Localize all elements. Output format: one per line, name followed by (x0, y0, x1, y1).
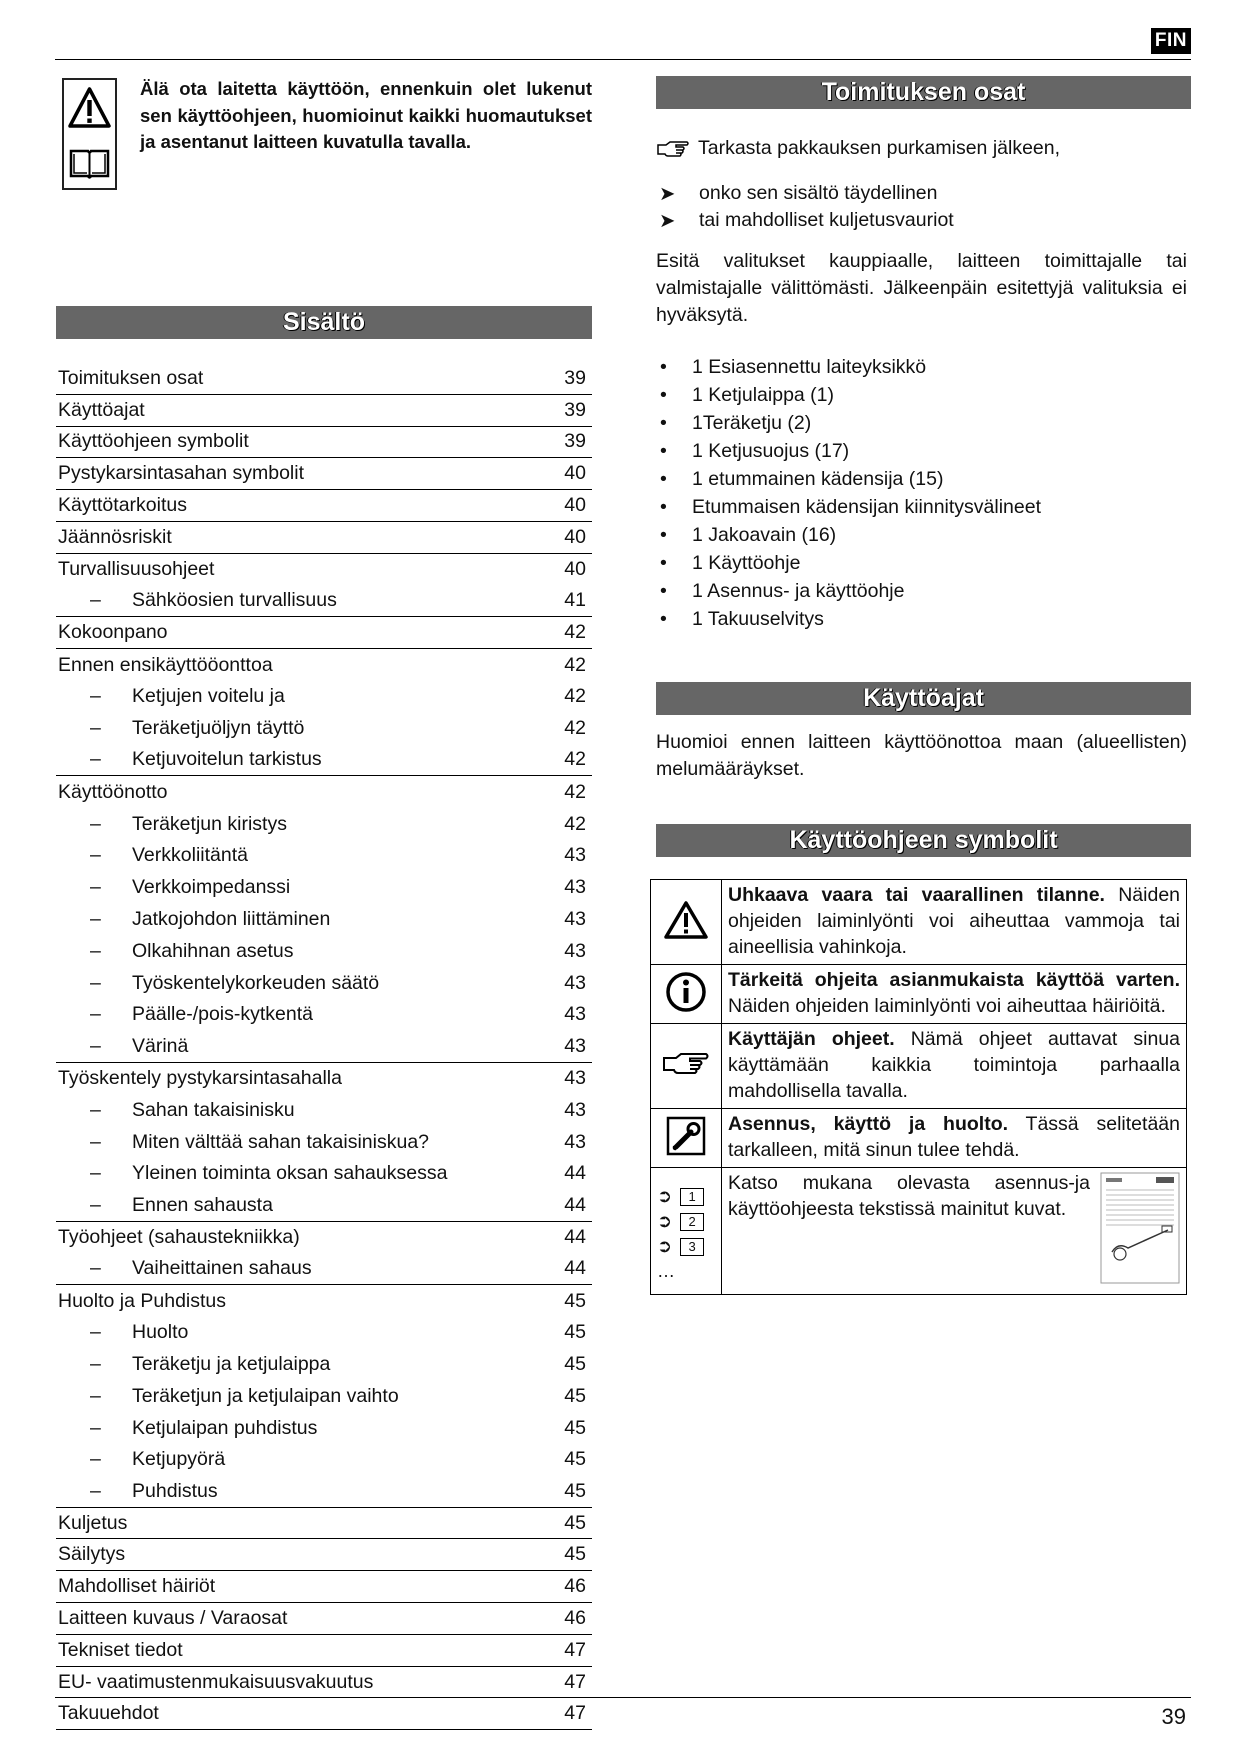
toc-dash: – (90, 1003, 101, 1026)
toc-item[interactable] (56, 1698, 592, 1730)
symbol-row (651, 1024, 1187, 1109)
toc-subitem[interactable] (56, 935, 592, 967)
symbols-title: Käyttöohjeen symbolit (656, 824, 1191, 857)
toc-dash: – (90, 1353, 101, 1376)
table-of-contents (56, 363, 592, 1730)
toc-item[interactable] (56, 649, 592, 681)
toc-dash: – (90, 717, 101, 740)
toc-item-page: 41 (564, 589, 586, 612)
toc-item-label: Työskentely pystykarsintasahalla (58, 1066, 342, 1089)
delivery-complaint-text: Esitä valitukset kauppiaalle, laitteen toimittajalle tai valmistajalle välittömästi. Jälkeenpäin esitettyjä valituksia ei hyväksytä. (656, 250, 1187, 326)
delivery-items (656, 353, 1191, 633)
toc-item-label: Sähköosien turvallisuus (132, 589, 337, 612)
toc-item-label: Takuuehdot (58, 1702, 159, 1725)
toc-dash: – (90, 939, 101, 962)
toc-subitem[interactable] (56, 1158, 592, 1190)
bullet-icon: • (660, 579, 667, 602)
toc-item-label: Huolto ja Puhdistus (58, 1289, 227, 1312)
toc-subitem[interactable] (56, 904, 592, 936)
toc-item-label: Työohjeet (sahaustekniikka) (58, 1225, 300, 1248)
toc-subitem[interactable] (56, 1253, 592, 1285)
toc-dash: – (90, 971, 101, 994)
toc-item[interactable] (56, 1635, 592, 1667)
symbol-description (722, 1024, 1187, 1109)
toc-item-label: Kuljetus (58, 1511, 128, 1534)
toc-subitem[interactable] (56, 1094, 592, 1126)
toc-item[interactable] (56, 1571, 592, 1603)
toc-item-label: Verkkoliitäntä (132, 844, 248, 867)
toc-item-page: 39 (564, 398, 586, 421)
toc-item-label: Olkahihnan asetus (132, 939, 294, 962)
toc-item-label: Työskentelykorkeuden säätö (132, 971, 380, 994)
toc-item-label: Teräketjun kiristys (132, 812, 287, 835)
toc-item-page: 39 (564, 366, 586, 389)
check-item-text: onko sen sisältö täydellinen (699, 182, 938, 204)
toc-item-page: 43 (564, 1066, 586, 1089)
toc-item[interactable] (56, 522, 592, 554)
symbol-text: Nämä ohjeet auttavat sinua käyttämään kaikkia toimintoja parhaalla mahdollisella tavalla. (728, 1028, 1180, 1102)
delivery-item-text: 1Teräketju (2) (692, 411, 812, 434)
symbol-text: Tässä selitetään tarkalleen, mitä sinun tulee tehdä. (728, 1113, 1180, 1161)
toc-item[interactable] (56, 363, 592, 395)
toc-subitem[interactable] (56, 808, 592, 840)
toc-subitem[interactable] (56, 1126, 592, 1158)
delivery-item-text: 1 Takuuselvitys (692, 607, 824, 630)
toc-item-label: Käyttöajat (58, 398, 145, 421)
toc-item-page: 39 (564, 430, 586, 453)
delivery-item (656, 437, 1191, 465)
symbol-description (722, 965, 1187, 1024)
toc-dash: – (90, 1384, 101, 1407)
toc-item-label: Ketjupyörä (132, 1448, 226, 1471)
manual-book-icon (68, 146, 111, 182)
warning-icons-frame (62, 78, 117, 190)
toc-title: Sisältö (56, 306, 592, 339)
toc-item-page: 42 (564, 717, 586, 740)
bullet-icon: • (660, 467, 667, 490)
toc-item-page: 40 (564, 462, 586, 485)
delivery-title: Toimituksen osat (656, 76, 1191, 109)
bullet-icon: • (660, 523, 667, 546)
delivery-item-text: 1 Käyttöohje (692, 551, 801, 574)
usage-times-title: Käyttöajat (656, 682, 1191, 715)
toc-item-page: 43 (564, 971, 586, 994)
toc-item-page: 40 (564, 558, 586, 581)
toc-item-page: 45 (564, 1479, 586, 1502)
right-column (656, 76, 1191, 1295)
delivery-item-text: 1 Jakoavain (16) (692, 523, 837, 546)
toc-dash: – (90, 844, 101, 867)
toc-item-label: Teräketjuöljyn täyttö (132, 717, 305, 740)
toc-subitem[interactable] (56, 967, 592, 999)
pointing-hand-icon (662, 1065, 710, 1082)
toc-item-label: Ennen ensikäyttööonttoa (58, 653, 273, 676)
toc-item-page: 42 (564, 748, 586, 771)
figure-ref-text-cell (722, 1168, 1187, 1295)
warning-text: Älä ota laitetta käyttöön, ennenkuin olet lukenut sen käyttöohjeen, huomioinut kaikki huomautukset ja asentanut laitteen kuvatulla tavalla. (140, 78, 592, 152)
figure-ref-icons (651, 1168, 722, 1295)
arrow-ref-icon: ➲ (657, 1186, 673, 1206)
toc-dash: – (90, 812, 101, 835)
toc-subitem[interactable] (56, 1190, 592, 1222)
delivery-item (656, 409, 1191, 437)
delivery-checks (656, 180, 1191, 234)
toc-item-page: 42 (564, 621, 586, 644)
bullet-icon: • (660, 551, 667, 574)
toc-dash: – (90, 589, 101, 612)
symbol-title: Asennus, käyttö ja huolto. (728, 1113, 1009, 1135)
toc-item-label: Turvallisuusohjeet (58, 558, 215, 581)
toc-item-label: Ennen sahausta (132, 1193, 273, 1216)
ref-number: 2 (680, 1213, 704, 1231)
bullet-icon: • (660, 495, 667, 518)
symbol-title: Uhkaava vaara tai vaarallinen tilanne. (728, 884, 1105, 906)
toc-item-label: Käyttötarkoitus (58, 494, 187, 517)
symbols-ref-row (651, 1168, 1187, 1295)
symbols-table (650, 879, 1187, 1295)
toc-item-label: Huolto (132, 1321, 189, 1344)
toc-item-page: 44 (564, 1162, 586, 1185)
toc-item-page: 44 (564, 1257, 586, 1280)
toc-item[interactable] (56, 490, 592, 522)
toc-dash: – (90, 1448, 101, 1471)
toc-item-page: 40 (564, 525, 586, 548)
toc-dash: – (90, 876, 101, 899)
toc-dash: – (90, 907, 101, 930)
toc-item[interactable] (56, 395, 592, 427)
toc-item-label: Tekniset tiedot (58, 1638, 183, 1661)
toc-item-page: 42 (564, 780, 586, 803)
toc-item-page: 45 (564, 1384, 586, 1407)
ref-number: 3 (680, 1238, 704, 1256)
toc-item-page: 42 (564, 685, 586, 708)
toc-subitem[interactable] (56, 681, 592, 713)
wrench-icon (666, 1143, 706, 1160)
toc-item[interactable] (56, 1063, 592, 1095)
toc-subitem[interactable] (56, 840, 592, 872)
toc-item-label: Miten välttää sahan takaisiniskua? (132, 1130, 430, 1153)
toc-item-label: Käyttöohjeen symbolit (58, 430, 249, 453)
delivery-item (656, 465, 1191, 493)
toc-item-label: Jäännösriskit (58, 525, 172, 548)
toc-item-page: 43 (564, 1003, 586, 1026)
left-column (56, 76, 592, 1730)
manual-thumbnail-image (1100, 1172, 1180, 1284)
toc-item-label: Päälle-/pois-kytkentä (132, 1003, 314, 1026)
toc-item-page: 43 (564, 907, 586, 930)
pointing-hand-icon (656, 139, 690, 159)
toc-item-page: 45 (564, 1289, 586, 1312)
toc-item[interactable] (56, 1539, 592, 1571)
delivery-item (656, 353, 1191, 381)
check-item (656, 180, 1191, 207)
toc-item-label: EU- vaatimustenmukaisuusvakuutus (58, 1670, 374, 1693)
arrow-bullet-icon: ➤ (659, 182, 676, 205)
delivery-intro (656, 137, 1191, 160)
symbol-row (651, 880, 1187, 965)
toc-item-page: 44 (564, 1193, 586, 1216)
delivery-item-text: 1 etummainen kädensija (15) (692, 467, 944, 490)
delivery-item (656, 521, 1191, 549)
toc-item-label: Säilytys (58, 1543, 126, 1566)
toc-item-label: Ketjuvoitelun tarkistus (132, 748, 322, 771)
bullet-icon: • (660, 355, 667, 378)
toc-item-page: 45 (564, 1448, 586, 1471)
info-icon (665, 1000, 707, 1017)
toc-subitem[interactable] (56, 713, 592, 745)
toc-dash: – (90, 1034, 101, 1057)
check-item-text: tai mahdolliset kuljetusvauriot (699, 209, 954, 231)
toc-item-label: Ketjulaipan puhdistus (132, 1416, 318, 1439)
bullet-icon: • (660, 439, 667, 462)
delivery-intro-text: Tarkasta pakkauksen purkamisen jälkeen, (698, 137, 1061, 159)
toc-subitem[interactable] (56, 1349, 592, 1381)
toc-item[interactable] (56, 1667, 592, 1699)
toc-item-page: 46 (564, 1575, 586, 1598)
toc-item[interactable] (56, 427, 592, 459)
toc-item-page: 42 (564, 653, 586, 676)
bullet-icon: • (660, 411, 667, 434)
bullet-icon: • (660, 383, 667, 406)
symbol-icon-cell (651, 965, 722, 1024)
toc-item-label: Puhdistus (132, 1479, 218, 1502)
bullet-icon: • (660, 607, 667, 630)
delivery-item (656, 577, 1191, 605)
symbol-description (722, 880, 1187, 965)
toc-item[interactable] (56, 776, 592, 808)
toc-dash: – (90, 1098, 101, 1121)
usage-times-text: Huomioi ennen laitteen käyttöönottoa maan (alueellisten) melumääräykset. (656, 731, 1187, 780)
toc-item-page: 43 (564, 939, 586, 962)
toc-item-page: 45 (564, 1321, 586, 1344)
toc-subitem[interactable] (56, 999, 592, 1031)
toc-item-label: Käyttöönotto (58, 780, 168, 803)
toc-item-label: Vaiheittainen sahaus (132, 1257, 312, 1280)
toc-item-label: Teräketjun ja ketjulaipan vaihto (132, 1384, 399, 1407)
delivery-item (656, 605, 1191, 633)
page-number: 39 (1161, 1704, 1186, 1729)
symbol-text: Näiden ohjeiden laiminlyönti voi aiheuttaa vammoja tai aineellisia vahinkoja. (728, 884, 1181, 958)
toc-subitem[interactable] (56, 745, 592, 777)
toc-item-page: 45 (564, 1511, 586, 1534)
toc-item-page: 43 (564, 876, 586, 899)
check-item (656, 207, 1191, 234)
toc-subitem[interactable] (56, 1031, 592, 1063)
toc-item-page: 47 (564, 1702, 586, 1725)
toc-item-label: Ketjujen voitelu ja (132, 685, 285, 708)
toc-dash: – (90, 1416, 101, 1439)
ref-number: 1 (680, 1188, 704, 1206)
toc-item-label: Kokoonpano (58, 621, 168, 644)
delivery-item-text: 1 Asennus- ja käyttöohje (692, 579, 905, 602)
symbol-title: Käyttäjän ohjeet. (728, 1028, 895, 1050)
toc-item-label: Toimituksen osat (58, 366, 204, 389)
toc-dash: – (90, 1162, 101, 1185)
toc-subitem[interactable] (56, 872, 592, 904)
toc-item-page: 45 (564, 1416, 586, 1439)
toc-item-page: 42 (564, 812, 586, 835)
toc-dash: – (90, 748, 101, 771)
toc-item-page: 43 (564, 1098, 586, 1121)
toc-item-page: 45 (564, 1543, 586, 1566)
toc-subitem[interactable] (56, 1412, 592, 1444)
toc-item-page: 44 (564, 1225, 586, 1248)
toc-item-label: Sahan takaisinisku (132, 1098, 295, 1121)
delivery-item-text: 1 Esiasennettu laiteyksikkö (692, 355, 927, 378)
delivery-item (656, 549, 1191, 577)
warning-notice (56, 76, 592, 196)
delivery-item (656, 381, 1191, 409)
arrow-bullet-icon: ➤ (659, 209, 676, 232)
toc-item-page: 47 (564, 1670, 586, 1693)
header-rule (55, 59, 1191, 60)
toc-item-page: 43 (564, 844, 586, 867)
toc-item-label: Jatkojohdon liittäminen (132, 907, 331, 930)
delivery-item-text: 1 Ketjusuojus (17) (692, 439, 850, 462)
toc-dash: – (90, 1321, 101, 1344)
delivery-item (656, 493, 1191, 521)
toc-item-label: Yleinen toiminta oksan sahauksessa (132, 1162, 448, 1185)
toc-item-page: 47 (564, 1638, 586, 1661)
warning-triangle-icon (663, 927, 709, 944)
toc-item-label: Pystykarsintasahan symbolit (58, 462, 305, 485)
figure-ref-text: Katso mukana olevasta asennus-ja käyttöohjeesta tekstissä mainitut kuvat. (728, 1172, 1090, 1220)
toc-item[interactable] (56, 1285, 592, 1317)
toc-dash: – (90, 1257, 101, 1280)
symbol-icon-cell (651, 1024, 722, 1109)
toc-item[interactable] (56, 458, 592, 490)
arrow-ref-icon: ➲ (657, 1211, 673, 1231)
toc-item[interactable] (56, 1508, 592, 1540)
arrow-ref-icon: ➲ (657, 1236, 673, 1256)
symbol-description (722, 1109, 1187, 1168)
toc-subitem[interactable] (56, 586, 592, 618)
language-badge: FIN (1151, 28, 1191, 54)
toc-dash: – (90, 1479, 101, 1502)
toc-item-label: Laitteen kuvaus / Varaosat (58, 1606, 288, 1629)
toc-item-page: 43 (564, 1130, 586, 1153)
toc-subitem[interactable] (56, 1381, 592, 1413)
symbol-row (651, 965, 1187, 1024)
toc-item-label: Teräketju ja ketjulaippa (132, 1353, 331, 1376)
ref-ellipsis: … (657, 1261, 675, 1281)
toc-subitem[interactable] (56, 1317, 592, 1349)
toc-item-label: Verkkoimpedanssi (132, 876, 291, 899)
delivery-item-text: 1 Ketjulaippa (1) (692, 383, 835, 406)
toc-subitem[interactable] (56, 1444, 592, 1476)
symbol-icon-cell (651, 1109, 722, 1168)
toc-item-page: 45 (564, 1353, 586, 1376)
toc-item-label: Mahdolliset häiriöt (58, 1575, 216, 1598)
toc-item-page: 46 (564, 1606, 586, 1629)
symbol-title: Tärkeitä ohjeita asianmukaista käyttöä varten. (728, 969, 1180, 991)
toc-dash: – (90, 685, 101, 708)
symbol-text: Näiden ohjeiden laiminlyönti voi aiheuttaa häiriöitä. (728, 995, 1166, 1017)
toc-item[interactable] (56, 554, 592, 586)
toc-item-page: 43 (564, 1034, 586, 1057)
toc-item-page: 40 (564, 494, 586, 517)
symbol-icon-cell (651, 880, 722, 965)
toc-subitem[interactable] (56, 1476, 592, 1508)
toc-item[interactable] (56, 617, 592, 649)
toc-item[interactable] (56, 1222, 592, 1254)
symbol-row (651, 1109, 1187, 1168)
toc-item[interactable] (56, 1603, 592, 1635)
toc-dash: – (90, 1130, 101, 1153)
warning-triangle-icon (68, 86, 111, 129)
footer-rule (55, 1697, 1191, 1698)
toc-dash: – (90, 1193, 101, 1216)
toc-item-label: Värinä (132, 1034, 189, 1057)
delivery-item-text: Etummaisen kädensijan kiinnitysvälineet (692, 495, 1042, 518)
